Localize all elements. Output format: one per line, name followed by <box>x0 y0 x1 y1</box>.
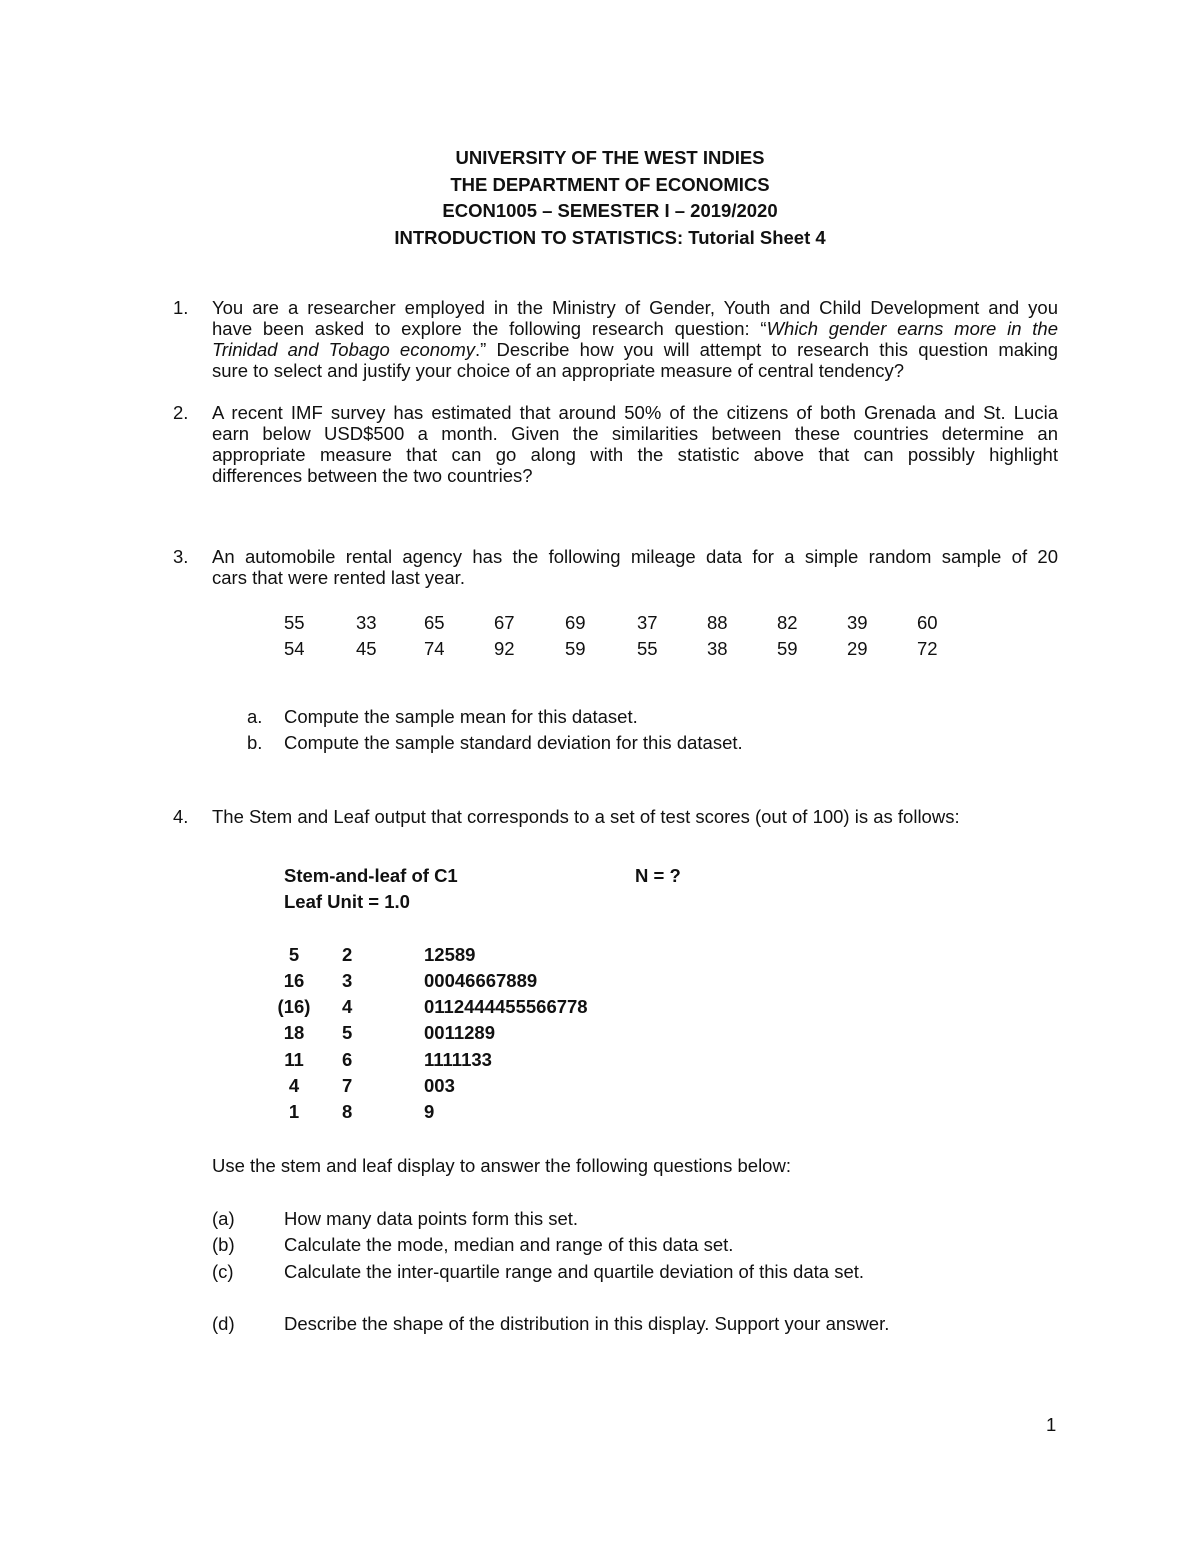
tutorial-title <box>0 225 1200 252</box>
question-2-line-1: A recent IMF survey has estimated that around 50% of the citizens of both Grenada and St. Lucia <box>212 402 1058 423</box>
part-label: (c) <box>212 1261 234 1282</box>
depth: 11 <box>284 1049 304 1070</box>
question-4-intro: The Stem and Leaf output that corresponds to a set of test scores (out of 100) is as follows: <box>212 806 960 827</box>
mileage-value: 65 <box>424 612 445 633</box>
leaves: 12589 <box>424 944 476 965</box>
question-4-text <box>212 806 1058 827</box>
mileage-value: 72 <box>917 638 938 659</box>
mileage-value: 54 <box>284 638 305 659</box>
question-3-line-2: cars that were rented last year. <box>212 567 465 588</box>
stem-leaf-title: Stem-and-leaf of C1 <box>284 865 458 886</box>
stem-leaf-n: N = ? <box>635 865 681 886</box>
mileage-value: 88 <box>707 612 728 633</box>
mileage-value: 59 <box>565 638 586 659</box>
mileage-value: 60 <box>917 612 938 633</box>
question-3-line-1: An automobile rental agency has the following mileage data for a simple random sample of 20 <box>212 546 1058 567</box>
stem-leaf-row <box>270 1101 670 1122</box>
stem-leaf-row <box>270 1049 670 1070</box>
question-2-line-3: appropriate measure that can go along with the statistic above that can possibly highlight <box>212 444 1058 465</box>
depth: 4 <box>288 1075 300 1096</box>
part-label: (b) <box>212 1234 235 1255</box>
mileage-value: 38 <box>707 638 728 659</box>
mileage-value: 29 <box>847 638 868 659</box>
part-text: Calculate the inter-quartile range and quartile deviation of this data set. <box>284 1261 865 1282</box>
stem-leaf-row <box>270 944 670 965</box>
question-1-line-3: Trinidad and Tobago economy.” Describe how you will attempt to research this question making <box>212 339 1058 360</box>
question-1-text <box>212 297 1058 381</box>
mileage-value: 69 <box>565 612 586 633</box>
depth: 1 <box>288 1101 300 1122</box>
question-1-line-4: sure to select and justify your choice of an appropriate measure of central tendency? <box>212 360 905 381</box>
depth: (16) <box>277 996 311 1017</box>
question-3-text <box>212 546 1058 588</box>
question-1-number: 1. <box>173 297 189 318</box>
question-2-text <box>212 402 1058 486</box>
depth: 5 <box>288 944 300 965</box>
mileage-value: 82 <box>777 612 798 633</box>
part-text: How many data points form this set. <box>284 1208 579 1229</box>
depth: 18 <box>283 1022 305 1043</box>
stem: 8 <box>342 1101 353 1122</box>
question-2-number: 2. <box>173 402 189 423</box>
question-4-number: 4. <box>173 806 189 827</box>
leaves: 9 <box>424 1101 435 1122</box>
course-semester: ECON1005 – SEMESTER I – 2019/2020 <box>442 200 778 221</box>
stem: 4 <box>342 996 353 1017</box>
stem: 2 <box>342 944 353 965</box>
leaves: 003 <box>424 1075 455 1096</box>
mileage-value: 59 <box>777 638 798 659</box>
part-text: Compute the sample standard deviation for this dataset. <box>284 732 743 753</box>
university-name: UNIVERSITY OF THE WEST INDIES <box>455 147 765 168</box>
tutorial-title-rest: Tutorial Sheet 4 <box>683 226 826 248</box>
mileage-value: 67 <box>494 612 515 633</box>
document-header <box>0 145 1200 251</box>
stem-leaf-row <box>270 1022 670 1043</box>
mileage-value: 55 <box>637 638 658 659</box>
mileage-value: 45 <box>356 638 377 659</box>
question-2-line-4: differences between the two countries? <box>212 465 533 486</box>
question-1-line-1: You are a researcher employed in the Ministry of Gender, Youth and Child Development and you <box>212 297 1058 318</box>
part-label: (a) <box>212 1208 235 1229</box>
tutorial-title-bold: INTRODUCTION TO STATISTICS: <box>394 226 684 248</box>
part-text: Calculate the mode, median and range of this data set. <box>284 1234 734 1255</box>
leaves: 00046667889 <box>424 970 538 991</box>
question-1-line-2: have been asked to explore the following research question: “Which gender earns more in the <box>212 318 1058 339</box>
stem: 7 <box>342 1075 353 1096</box>
stem: 3 <box>342 970 353 991</box>
stem: 5 <box>342 1022 353 1043</box>
leaves: 0112444455566778 <box>424 996 588 1017</box>
stem-leaf-row <box>270 970 670 991</box>
mileage-value: 33 <box>356 612 377 633</box>
leaves: 0011289 <box>424 1022 496 1043</box>
part-label: (d) <box>212 1313 235 1334</box>
question-2-line-2: earn below USD$500 a month. Given the similarities between these countries determine an <box>212 423 1058 444</box>
part-text: Describe the shape of the distribution in this display. Support your answer. <box>284 1313 890 1334</box>
stem-leaf-row <box>270 1075 670 1096</box>
mileage-value: 55 <box>284 612 305 633</box>
department-name: THE DEPARTMENT OF ECONOMICS <box>450 173 770 195</box>
question-4-instruction: Use the stem and leaf display to answer the following questions below: <box>212 1155 791 1176</box>
part-text: Compute the sample mean for this dataset. <box>284 706 638 727</box>
stem-leaf-row <box>270 996 670 1017</box>
mileage-value: 74 <box>424 638 445 659</box>
question-3-number: 3. <box>173 546 189 567</box>
page-number: 1 <box>1046 1414 1057 1435</box>
part-label: b. <box>247 732 263 753</box>
depth: 16 <box>283 970 305 991</box>
leaves: 1111133 <box>424 1049 492 1070</box>
mileage-value: 92 <box>494 638 515 659</box>
mileage-value: 39 <box>847 612 868 633</box>
stem: 6 <box>342 1049 353 1070</box>
mileage-value: 37 <box>637 612 658 633</box>
part-label: a. <box>247 706 263 727</box>
stem-leaf-unit: Leaf Unit = 1.0 <box>284 891 410 912</box>
